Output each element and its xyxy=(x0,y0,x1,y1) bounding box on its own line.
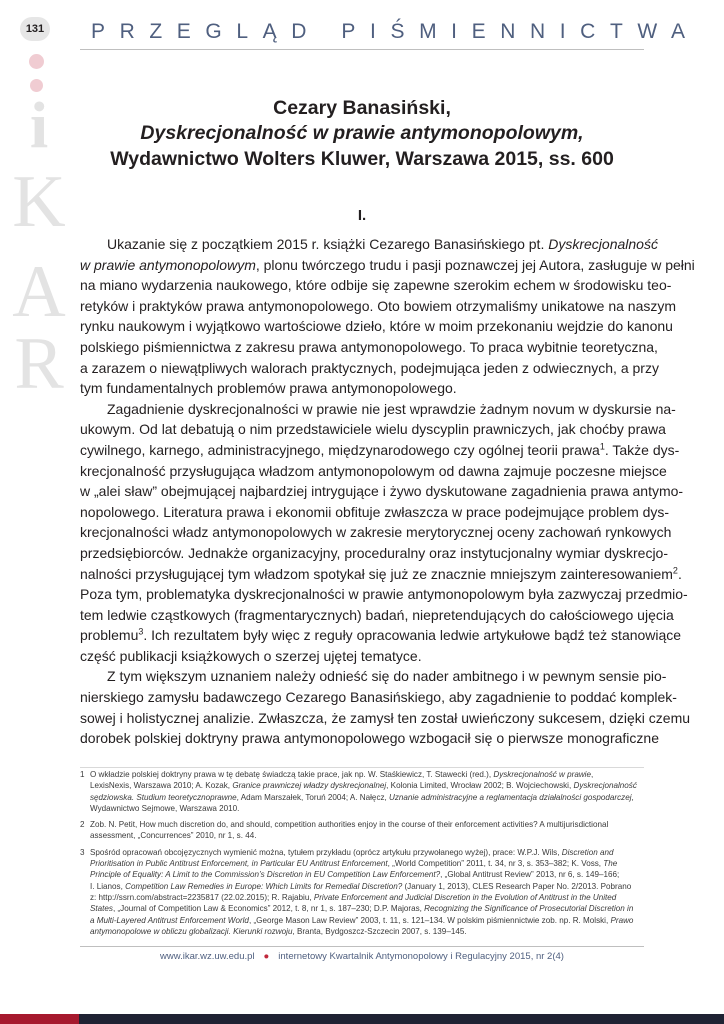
footnote-ref-3[interactable]: 3 xyxy=(138,626,144,637)
page-footer xyxy=(80,951,644,962)
text-line: rynku naukowym i wyjątkowo wartościowe dzieło, które w moim przekonaniu wejdzie do kanonu xyxy=(80,318,673,335)
text-line: część publikacji książkowych o szerzej ujętej tematyce. xyxy=(80,647,422,664)
text-line: tem ledwie cząstkowych (fragmentarycznych) badań, niepretendujących do całościowego ujęcia xyxy=(80,606,674,623)
footnote-number: 2 xyxy=(80,820,85,830)
review-book-title: Dyskrecjonalność w prawie antymonopolowym, xyxy=(140,122,584,144)
footnote-number: 1 xyxy=(80,770,85,779)
footnote-line: States, „Journal of Competition Law & Economics” 2012, t. 8, nr 1, s. 187–230; D.P. Majoras, Recognizing the Significance of Prosecutorial Discretion in xyxy=(90,904,634,914)
footnote-line: O wkładzie polskiej doktryny prawa w tę debatę świadczą takie prace, jak np. W. Staśkiewicz, T. Stawecki (red.), Dyskrecjonalność w prawie, xyxy=(90,770,594,779)
footnote-ref-1[interactable]: 1 xyxy=(599,441,605,452)
text-line: a zarazem o niewątpliwych walorach praktycznych, podejmująca jeden z odwiecznych, a przy xyxy=(80,359,659,376)
footnote-ref-2[interactable]: 2 xyxy=(672,564,678,575)
side-letter-i: i xyxy=(29,89,49,162)
text-line: krecjonalności władz antymonopolowych w zakresie merytorycznej oceny zachowań rynkowych xyxy=(80,524,672,541)
text-line: nopolowego. Literatura prawa i ekonomii obfituje zwłaszcza w prace podejmujące problem dys- xyxy=(80,503,670,520)
text-line: polskiego piśmiennictwa z zakresu prawa antymonopolowego. To praca wybitnie teoretyczna, xyxy=(80,338,658,355)
section-header: PRZEGLĄD PIŚMIENNICTWA xyxy=(91,20,700,43)
footnote-2 xyxy=(80,819,644,842)
text-line: dorobek polskiej doktryny prawa antymonopolowego wzbogacił się o pierwsze monograficzne xyxy=(80,730,659,747)
text-line: krecjonalność przysługująca władzom antymonopolowym od dawna zajmuje poczesne miejsce xyxy=(80,462,667,479)
page-number: 131 xyxy=(20,17,50,41)
paragraph-2 xyxy=(80,399,688,667)
bullet-icon: ● xyxy=(263,951,270,962)
footnote-line: Zob. N. Petit, How much discretion do, and should, competition authorities enjoy in the course of their enforcement activities? A multijurisdictional xyxy=(90,820,609,830)
review-author: Cezary Banasiński, xyxy=(273,97,451,119)
footnote-line: z: http://ssrn.com/abstract=2235817 (22.02.2015); R. Rajabiu, Private Enforcement and Judicial Discretion in the Evolution of Antitrust in the United xyxy=(90,892,617,902)
section-number: I. xyxy=(357,207,367,224)
footnote-line: assessment, „Concurrences” 2010, nr 1, s. 44. xyxy=(90,831,257,841)
side-letter-r: R xyxy=(14,323,64,405)
text-line: Zagadnienie dyskrecjonalności w prawie nie jest wprawdzie żadnym novum w dyskursie na- xyxy=(107,400,676,417)
text-line: w prawie antymonopolowym, plonu twórczego trudu i pasji poznawczej jej Autora, zasługuje w pełni xyxy=(80,256,695,273)
footnote-line: a Multi-Layered Antitrust Enforcement World, „George Mason Law Review” 2003, t. 11, s. 121–134. W polskim piśmiennictwie zob. np. R. Molski, Prawo xyxy=(90,915,634,925)
footnote-divider xyxy=(80,767,644,768)
footnote-line: Wydawnictwo Sejmowe, Warszawa 2010. xyxy=(90,803,240,813)
text-line: przedsiębiorców. Jednakże organizacyjny, proceduralny oraz instytucjonalny wymiar dyskrecjo- xyxy=(80,544,669,561)
footnote-line: Principle of Equality: A Limit to the Commission’s Discretion in EU Competition Law Enforcement?, „Global Antitrust Review” 2013, nr 6, s. 149–166; xyxy=(90,870,620,880)
text-line: w „alei sław” obejmującej najbardziej intrygujące i żywo dyskutowane zagadnienia prawa antymo- xyxy=(80,483,684,500)
footnote-line: Spośród opracowań obcojęzycznych wymienić można, tytułem przykładu (oprócz artykułu przywołanego wyżej), prace: W.P.J. Wils, Discretion and xyxy=(90,847,614,857)
footer-divider xyxy=(80,946,644,947)
footnote-line: Prioritisation in Public Antitrust Enforcement, in Particular EU Antitrust Enforcement, „World Competition” 2011, t. 34, nr 3, s. 353–382; K. Voss, The xyxy=(90,859,618,869)
footer-journal-name: internetowy Kwartalnik Antymonopolowy i Regulacyjny 2015, nr 2(4) xyxy=(278,951,564,962)
footer-url-link[interactable]: www.ikar.wz.uw.edu.pl xyxy=(160,951,255,962)
footnote-line: sędziowska. Studium teoretycznoprawne, Adam Marszałek, Toruń 2004; A. Nałęcz, Uznanie administracyjne a reglamentacja działalności gospodarczej, xyxy=(90,792,634,802)
footnote-1 xyxy=(80,769,644,814)
side-letter-k: K xyxy=(12,161,66,243)
text-line: cywilnego, karnego, administracyjnego, międzynarodowego czy ogólnej teorii prawa$^1$. Także dys- xyxy=(80,441,680,458)
text-line: Ukazanie się z początkiem 2015 r. książki Cezarego Banasińskiego pt. Dyskrecjonalność xyxy=(107,236,658,252)
review-publisher: Wydawnictwo Wolters Kluwer, Warszawa 2015, ss. 600 xyxy=(110,148,614,170)
decorative-dot xyxy=(29,54,44,69)
text-line: problemu$^3$. Ich rezultatem były więc z reguły opracowania ledwie artykułowe bądź też stanowiące xyxy=(80,626,682,644)
text-line: na miano wydarzenia naukowego, które odbije się zapewne szerokim echem w środowisku teo- xyxy=(80,277,672,294)
header-divider xyxy=(80,49,644,50)
text-line: Poza tym, problematyka dyskrecjonalności w prawie antymonopolowym była zazwyczaj przedmio- xyxy=(80,586,688,603)
paragraph-3 xyxy=(80,666,691,748)
text-line: sowej i holistycznej analizie. Zwłaszcza, że zamysł ten został uwieńczony sukcesem, dzięki czemu xyxy=(80,709,691,726)
text-line: retyków i praktyków prawa antymonopolowego. Oto bowiem otrzymaliśmy unikatowe na naszym xyxy=(80,297,677,314)
footnote-line: I. Lianos, Competition Law Remedies in Europe: Which Limits for Remedial Discretion? (January 1, 2013), CLES Research Paper No. 2/2013. Pobrano xyxy=(90,881,632,891)
text-line: tym fundamentalnych problemów prawa antymonopolowego. xyxy=(80,380,457,397)
text-line: nalności przysługującej tym władzom spotykał się już ze znacznie mniejszym zainteresowaniem$^2$. xyxy=(80,564,682,582)
footnote-line: antymonopolowe w obliczu globalizacji. Kierunki rozwoju, Branta, Bydgoszcz-Szczecin 2007, s. 139–145. xyxy=(90,926,467,936)
footnote-number: 3 xyxy=(80,847,85,857)
bottom-accent-bar xyxy=(0,1014,79,1024)
footnotes xyxy=(80,769,644,942)
text-line: ukowym. Od lat debatują o nim przedstawiciele wielu dyscyplin prawniczych, jak choćby prawa xyxy=(80,421,666,438)
text-line: nierskiego zamysłu badawczego Cezarego Banasińskiego, aby zagadnienie to poddać komplek- xyxy=(80,689,677,706)
footnote-line: LexisNexis, Warszawa 2010; A. Kozak, Granice prawniczej władzy dyskrecjonalnej, Kolonia Limited, Wrocław 2002; B. Wojciechowski, Dyskrecjonalność xyxy=(90,781,637,791)
footnote-3 xyxy=(80,847,644,937)
article-body xyxy=(80,234,695,749)
text-line: Z tym większym uznaniem należy odnieść się do nader ambitnego i w pewnym sensie pio- xyxy=(107,668,667,685)
side-letter-a: A xyxy=(12,251,66,333)
paragraph-1 xyxy=(80,234,695,399)
bottom-dark-bar xyxy=(79,1014,724,1024)
